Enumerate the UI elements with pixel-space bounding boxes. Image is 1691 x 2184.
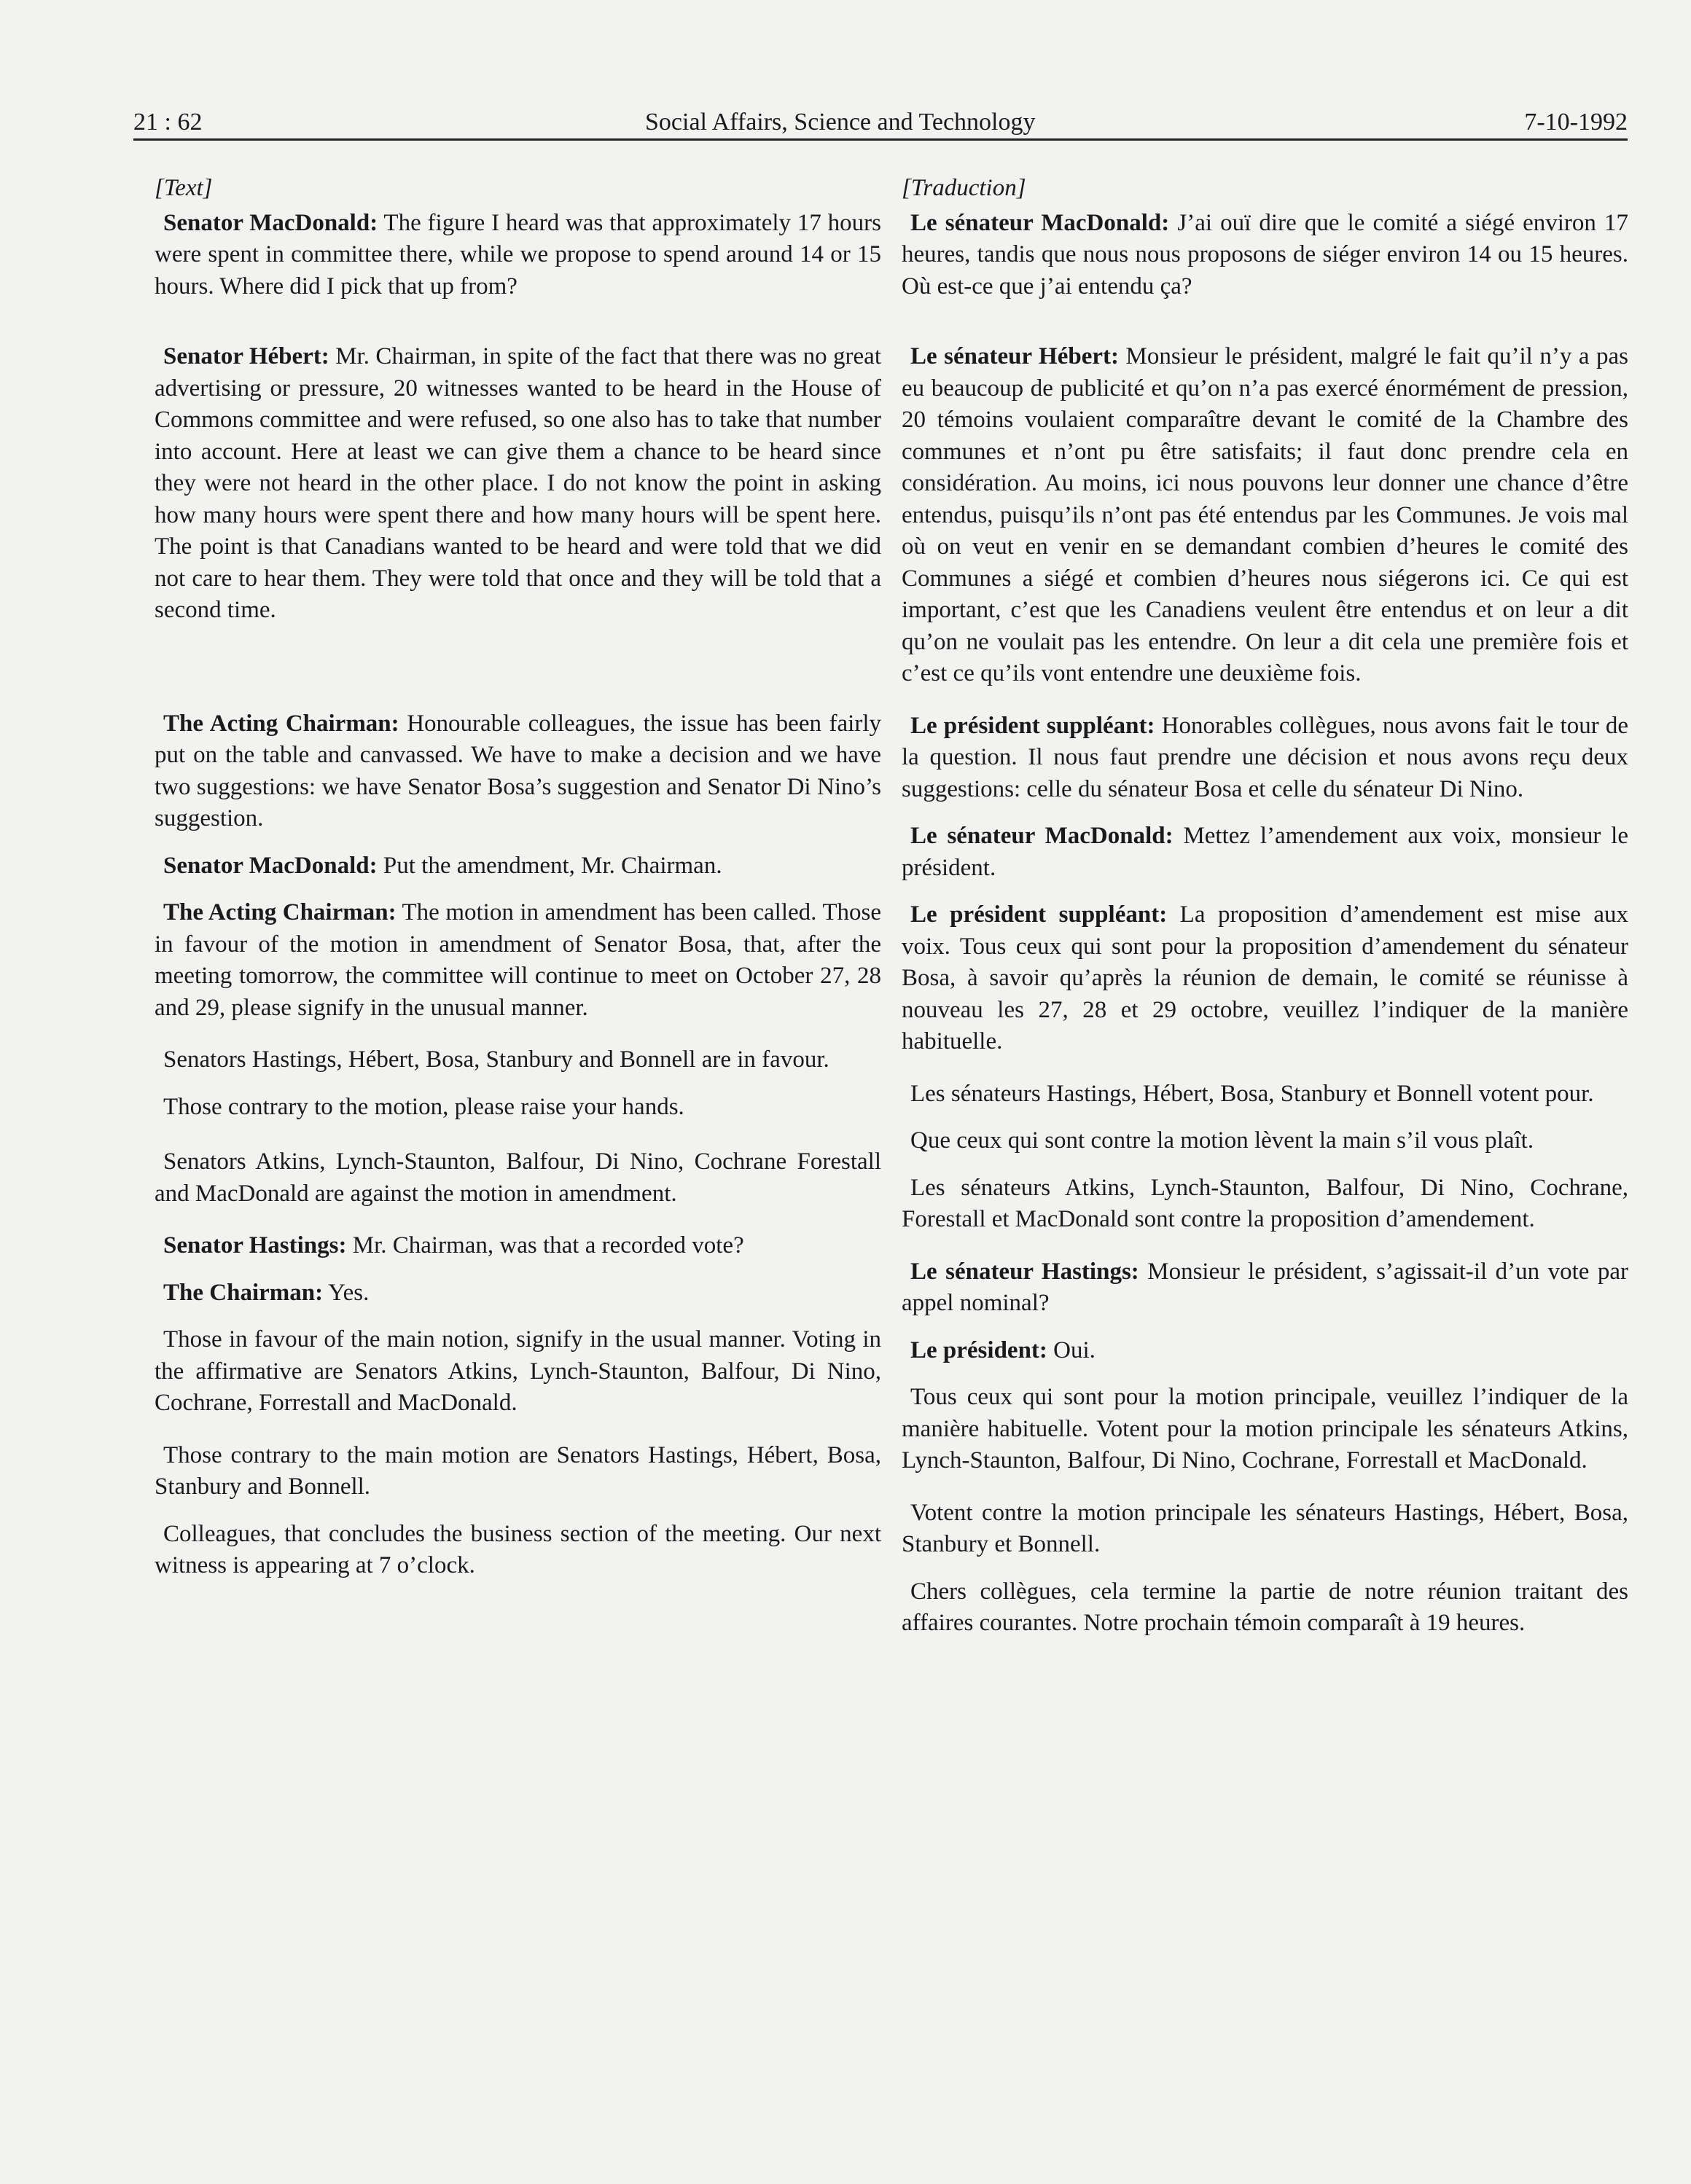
paragraph-text: Honourable colleagues, the issue has been fairly put on the table and canvassed. We have to make a decision and we have two suggestions: we have Senator Bosa’s suggestion and Senator Di Nino’s suggestion. (155, 710, 881, 831)
paragraph-en-7 (155, 1092, 881, 1124)
speaker-name: Le président suppléant: (910, 712, 1155, 739)
paragraph-text: Oui. (1047, 1336, 1096, 1363)
paragraph-en-10 (155, 1277, 881, 1310)
paragraph-en-13 (155, 1519, 881, 1582)
paragraph-text: La proposition d’amendement est mise aux voix. Tous ceux qui sont pour la proposition d’amendement du sénateur Bosa, à savoir qu’après la réunion de demain, le comité se réunisse à nouveau les 27, 28 et 29 octobre, veuillez l’indiquer de la manière habituelle. (902, 901, 1628, 1054)
paragraph-text: The motion in amendment has been called. Those in favour of the motion in amendment of Senator Bosa, that, after the meeting tomorrow, the committee will continue to meet on October 27, 28 and 29, please signify in the unusual manner. (155, 899, 881, 1021)
paragraph-fr-4 (902, 821, 1628, 884)
speaker-name: Le sénateur Hébert: (910, 343, 1120, 369)
paragraph-fr-1 (902, 208, 1628, 303)
paragraph-fr-12 (902, 1498, 1628, 1561)
speaker-name: Senator Hébert: (163, 343, 329, 369)
speaker-name: Senator MacDonald: (163, 852, 378, 879)
paragraph-fr-5 (902, 899, 1628, 1058)
paragraph-text: Those contrary to the motion, please raise your hands. (163, 1093, 684, 1120)
speaker-name: The Acting Chairman: (163, 710, 399, 737)
paragraph-text: Mr. Chairman, was that a recorded vote? (346, 1232, 744, 1259)
paragraph-text: Les sénateurs Atkins, Lynch-Staunton, Balfour, Di Nino, Cochrane, Forestall et MacDonald sont contre la proposition d’amendement. (902, 1174, 1628, 1232)
paragraph-text: Chers collègues, cela termine la partie de notre réunion traitant des affaires courantes. Notre prochain témoin comparaît à 19 heures. (902, 1578, 1628, 1636)
column-label-traduction: [Traduction] (902, 175, 1026, 201)
paragraph-fr-2 (902, 341, 1628, 690)
paragraph-en-12 (155, 1440, 881, 1503)
paragraph-fr-3 (902, 711, 1628, 806)
speaker-name: Le président: (910, 1336, 1047, 1363)
speaker-name: The Chairman: (163, 1279, 324, 1306)
paragraph-en-6 (155, 1044, 881, 1076)
paragraph-en-3 (155, 708, 881, 835)
paragraph-text: Votent contre la motion principale les sénateurs Hastings, Hébert, Bosa, Stanbury et Bonnell. (902, 1499, 1628, 1557)
english-column (155, 173, 881, 1582)
paragraph-en-11 (155, 1324, 881, 1420)
paragraph-text: Honorables collègues, nous avons fait le tour de la question. Il nous faut prendre une décision et nous avons reçu deux suggestions: celle du sénateur Bosa et celle du sénateur Di Nino. (902, 712, 1628, 802)
speaker-name: Le président suppléant: (910, 901, 1168, 928)
paragraph-en-1 (155, 208, 881, 303)
speaker-name: Senator Hastings: (163, 1232, 347, 1259)
speaker-name: Le sénateur MacDonald: (910, 823, 1173, 849)
speaker-name: Le sénateur MacDonald: (910, 209, 1170, 236)
header-rule (133, 138, 1628, 141)
paragraph-text: Colleagues, that concludes the business section of the meeting. Our next witness is appearing at 7 o’clock. (155, 1520, 881, 1578)
paragraph-fr-6 (902, 1079, 1628, 1111)
running-head (133, 103, 1628, 141)
paragraph-fr-11 (902, 1382, 1628, 1477)
paragraph-text: Monsieur le président, malgré le fait qu’il n’y a pas eu beaucoup de publicité et qu’on n’a pas exercé énormément de pression, 20 témoins voulaient comparaître devant le comité de la Chambre des communes et n’ont pu être satisfaits; il faut donc prendre cela en considération. Au moins, ici nous pouvons leur donner une chance d’être entendus, puisqu’ils n’ont pas été entendus par les Communes. Je vois mal où on veut en venir en se demandant combien d’heures le comité des Communes a siégé et combien d’heures nous siégerons ici. Ce qui est important, c’est que les Canadiens veulent être entendus et on leur a dit qu’on ne voulait pas les entendre. On leur a dit cela une première fois et c’est ce qu’ils vont entendre une deuxième fois. (902, 343, 1628, 686)
paragraph-fr-10 (902, 1335, 1628, 1367)
page-number: 21 : 62 (133, 109, 203, 136)
paragraph-text: J’ai ouï dire que le comité a siégé environ 17 heures, tandis que nous nous proposons de siéger environ 14 ou 15 heures. Où est-ce que j’ai entendu ça? (902, 209, 1629, 300)
paragraph-text: Mr. Chairman, in spite of the fact that there was no great advertising or pressure, 20 witnesses wanted to be heard in the House of Commons committee and were refused, so one also has to take that number into account. Here at least we can give them a chance to be heard since they were not heard in the other place. I do not know the point in asking how many hours were spent there and how many hours will be spent here. The point is that Canadians wanted to be heard and were told that we did not care to hear them. They were told that once and they will be told that a second time. (155, 343, 881, 623)
paragraph-text: Yes. (323, 1279, 370, 1306)
french-column (902, 173, 1628, 1640)
speaker-name: Le sénateur Hastings: (910, 1258, 1139, 1285)
paragraph-en-4 (155, 850, 881, 882)
paragraph-fr-13 (902, 1576, 1628, 1640)
paragraph-text: Those in favour of the main notion, signify in the usual manner. Voting in the affirmative are Senators Atkins, Lynch-Staunton, Balfour, Di Nino, Cochrane, Forrestall and MacDonald. (155, 1326, 881, 1416)
paragraph-text: Senators Hastings, Hébert, Bosa, Stanbury and Bonnell are in favour. (163, 1046, 829, 1073)
speaker-name: Senator MacDonald: (163, 209, 378, 236)
paragraph-text: Put the amendment, Mr. Chairman. (377, 852, 722, 879)
paragraph-text: Mettez l’amendement aux voix, monsieur le président. (902, 823, 1629, 881)
paragraph-en-2 (155, 341, 881, 627)
speaker-name: The Acting Chairman: (163, 899, 397, 925)
paragraph-text: Tous ceux qui sont pour la motion principale, veuillez l’indiquer de la manière habituelle. Votent pour la motion principale les sénateurs Atkins, Lynch-Staunton, Balfour, Di Nino, Cochrane, Forrestall et MacDonald. (902, 1384, 1628, 1473)
paragraph-text: Les sénateurs Hastings, Hébert, Bosa, Stanbury et Bonnell votent pour. (910, 1080, 1594, 1107)
paragraph-fr-7 (902, 1125, 1628, 1157)
paragraph-text: Monsieur le président, s’agissait-il d’un vote par appel nominal? (902, 1258, 1628, 1316)
paragraph-en-8 (155, 1146, 881, 1210)
paragraph-en-9 (155, 1230, 881, 1262)
paragraph-text: Senators Atkins, Lynch-Staunton, Balfour, Di Nino, Cochrane Forestall and MacDonald are against the motion in amendment. (155, 1148, 881, 1207)
paragraph-text: The figure I heard was that approximately 17 hours were spent in committee there, while we propose to spend around 14 or 15 hours. Where did I pick that up from? (155, 209, 882, 300)
journal-title: Social Affairs, Science and Technology (645, 109, 1036, 136)
column-label-text: [Text] (155, 175, 213, 201)
paragraph-fr-8 (902, 1173, 1628, 1236)
paragraph-text: Those contrary to the main motion are Senators Hastings, Hébert, Bosa, Stanbury and Bonnell. (155, 1441, 881, 1500)
paragraph-text: Que ceux qui sont contre la motion lèvent la main s’il vous plaît. (910, 1127, 1534, 1154)
paragraph-en-5 (155, 897, 881, 1024)
paragraph-fr-9 (902, 1256, 1628, 1320)
issue-date: 7-10-1992 (1524, 109, 1628, 136)
